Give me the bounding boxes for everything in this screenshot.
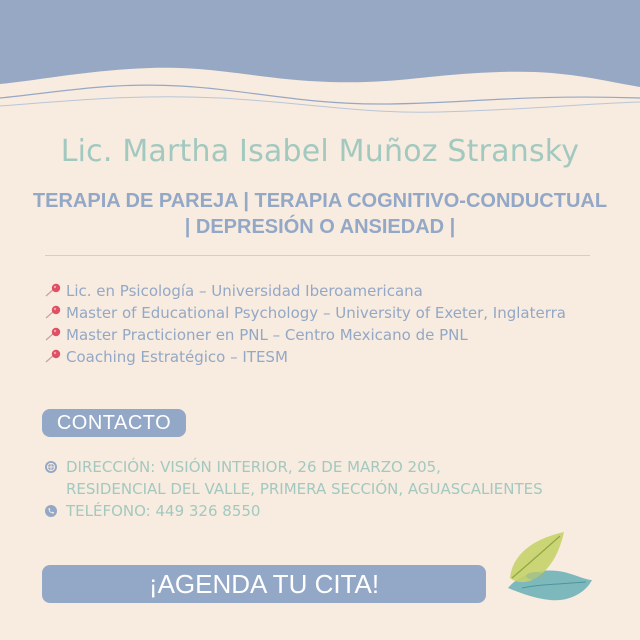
- contact-list: [44, 456, 624, 522]
- leaf-logo-icon: [502, 528, 594, 606]
- header-wave-banner: [0, 0, 640, 130]
- phone-text[interactable]: TELÉFONO: 449 326 8550: [66, 502, 261, 520]
- location-icon: [44, 456, 66, 478]
- page-title: Lic. Martha Isabel Muñoz Stransky: [60, 134, 580, 169]
- qualifications-list: [44, 280, 604, 368]
- book-appointment-button[interactable]: ¡AGENDA TU CITA!: [42, 565, 486, 603]
- specialties-subtitle: [14, 188, 626, 240]
- address-line-1: DIRECCIÓN: VISIÓN INTERIOR, 26 DE MARZO 205,: [66, 458, 441, 476]
- phone-icon: [44, 500, 66, 522]
- pushpin-icon: [44, 283, 64, 297]
- qualification-text: Master Practicioner en PNL – Centro Mexicano de PNL: [66, 326, 468, 344]
- qualification-item: [44, 324, 604, 346]
- address-item: [44, 456, 624, 500]
- specialties-line-2: | DEPRESIÓN O ANSIEDAD |: [184, 216, 456, 238]
- qualification-text: Lic. en Psicología – Universidad Iberoamericana: [66, 282, 423, 300]
- address-text: [66, 456, 543, 500]
- qualification-text: Coaching Estratégico – ITESM: [66, 348, 288, 366]
- qualification-text: Master of Educational Psychology – University of Exeter, Inglaterra: [66, 304, 566, 322]
- address-line-2: RESIDENCIAL DEL VALLE, PRIMERA SECCIÓN, AGUASCALIENTES: [66, 480, 543, 498]
- qualification-item: [44, 302, 604, 324]
- phone-item: [44, 500, 624, 522]
- pushpin-icon: [44, 327, 64, 341]
- pushpin-icon: [44, 305, 64, 319]
- pushpin-icon: [44, 349, 64, 363]
- contact-heading-badge: CONTACTO: [42, 409, 186, 437]
- qualification-item: [44, 346, 604, 368]
- divider: [45, 255, 590, 256]
- specialties-line-1: TERAPIA DE PAREJA | TERAPIA COGNITIVO-CONDUCTUAL: [32, 190, 608, 212]
- qualification-item: [44, 280, 604, 302]
